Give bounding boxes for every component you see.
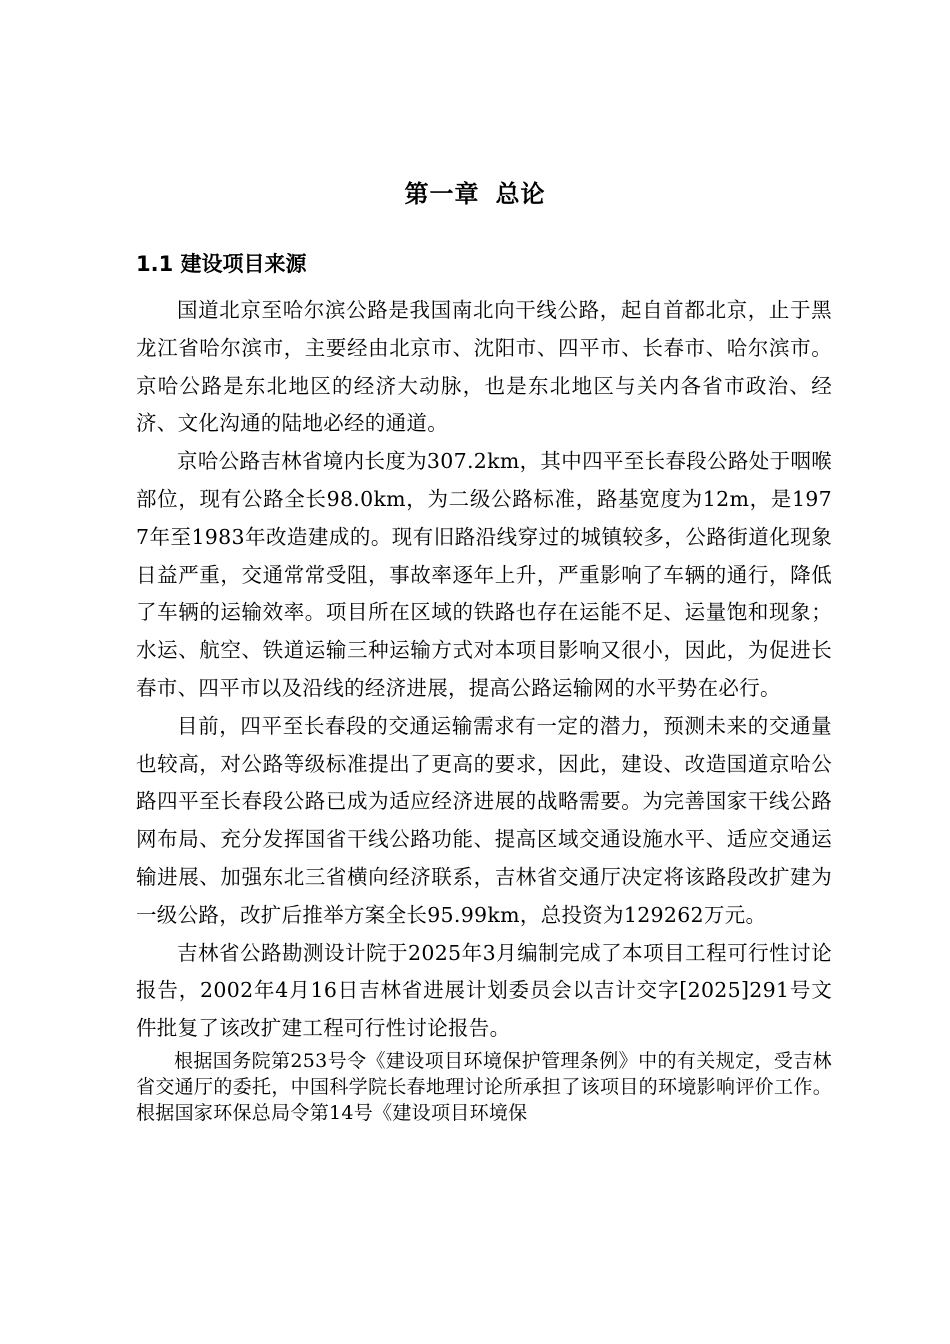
section-title: 1.1 建设项目来源 [136,252,307,276]
paragraph: 目前，四平至长春段的交通运输需求有一定的潜力，预测未来的交通量也较高，对公路等级标准提出了更高的要求，因此，建设、改造国道京哈公路四平至长春段公路已成为适应经济进展的战略需要。为完善国家干线公路网布局、充分发挥国省干线公路功能、提高区域交通设施水平、适应交通运输进展、加强东北三省横向经济联系，吉林省交通厅决定将该路段改扩建为一级公路，改扩后推举方案全长95.99km，总投资为129262万元。 [136,713,832,927]
chapter-title-name: 总论 [495,180,546,208]
chapter-title-number: 第一章 [404,180,480,208]
paragraph: 国道北京至哈尔滨公路是我国南北向干线公路，起自首都北京，止于黑龙江省哈尔滨市，主要经由北京市、沈阳市、四平市、长春市、哈尔滨市。京哈公路是东北地区的经济大动脉，也是东北地区与关内各省市政治、经济、文化沟通的陆地必经的通道。 [136,298,832,436]
paragraph: 吉林省公路勘测设计院于2025年3月编制完成了本项目工程可行性讨论报告，2002年4月16日吉林省进展计划委员会以吉计交字[2025]291号文件批复了该改扩建工程可行性讨论报告。 [136,940,832,1041]
chapter-title [0,176,950,212]
paragraph: 京哈公路吉林省境内长度为307.2km，其中四平至长春段公路处于咽喉部位，现有公路全长98.0km，为二级公路标准，路基宽度为12m，是1977年至1983年改造建成的。现有旧路沿线穿过的城镇较多，公路街道化现象日益严重，交通常常受阻，事故率逐年上升，严重影响了车辆的通行，降低了车辆的运输效率。项目所在区域的铁路也存在运能不足、运量饱和现象；水运、航空、铁道运输三种运输方式对本项目影响又很小，因此，为促进长春市、四平市以及沿线的经济进展，提高公路运输网的水平势在必行。 [136,449,832,700]
paragraph: 根据国务院第253号令《建设项目环境保护管理条例》中的有关规定，受吉林省交通厅的委托，中国科学院长春地理讨论所承担了该项目的环境影响评价工作。根据国家环保总局令第14号《建设项目环境保 [136,1049,832,1124]
body-text [136,292,832,1126]
